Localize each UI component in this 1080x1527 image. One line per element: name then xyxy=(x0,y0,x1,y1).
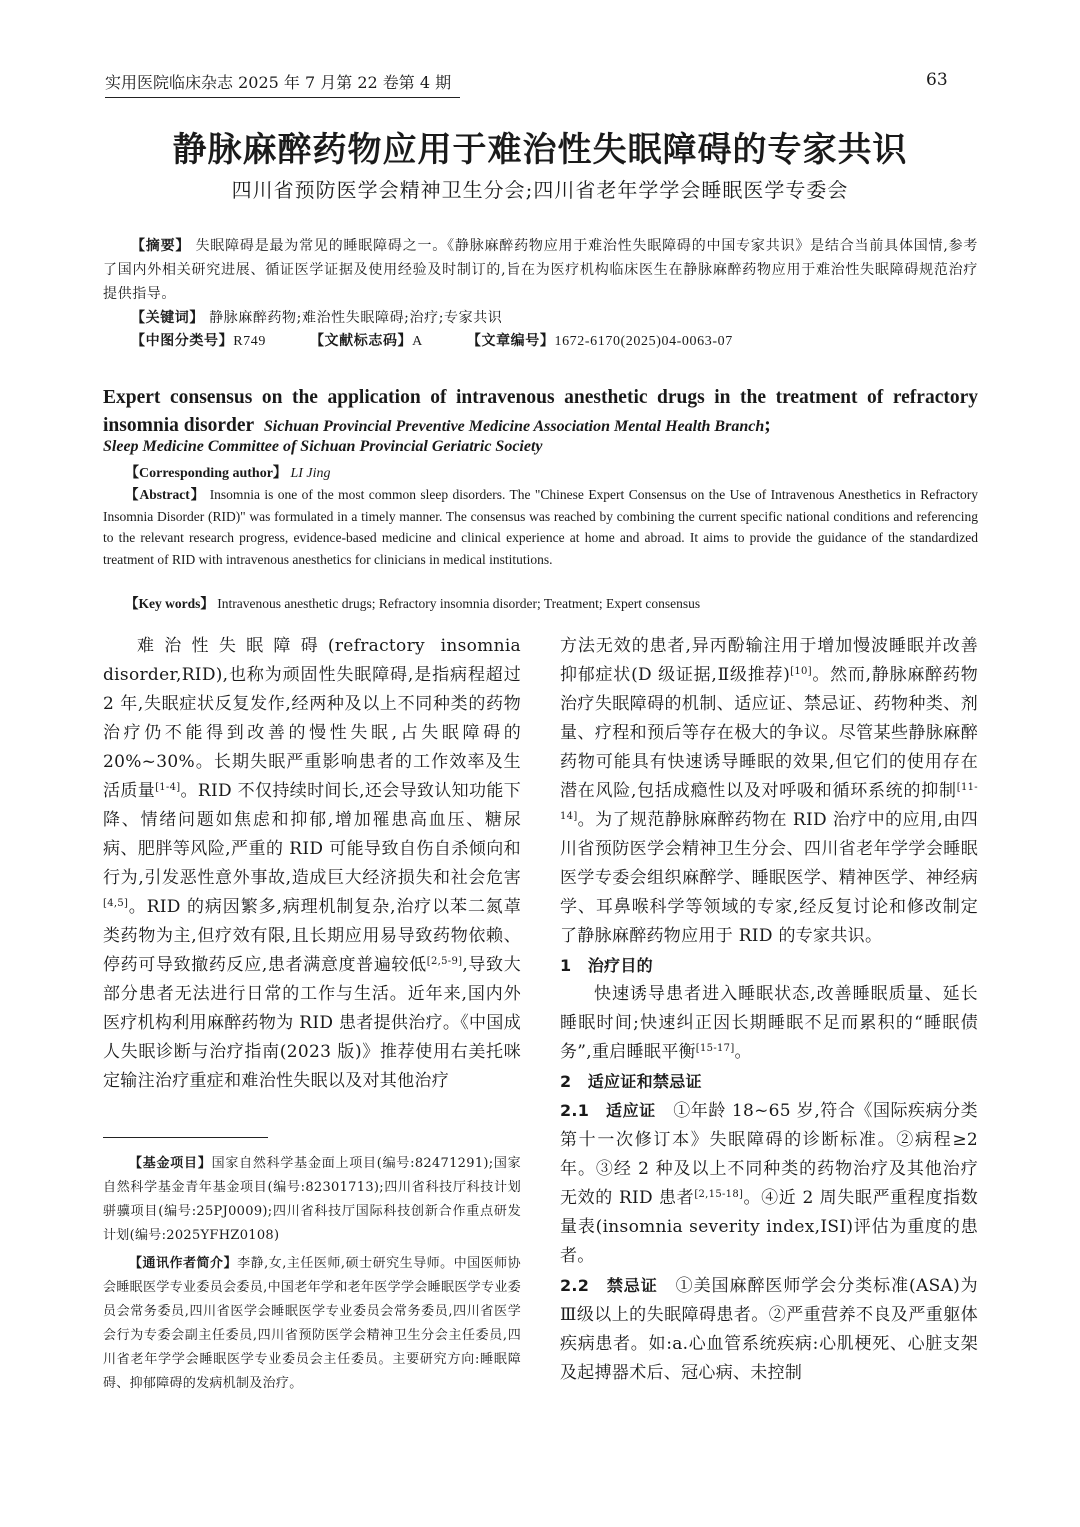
text: 。然而,静脉麻醉药物治疗失眠障碍的机制、适应证、禁忌证、药物种类、剂量、疗程和预后等存在极大的争议。尽管某些静脉麻醉药物可能具有快速诱导睡眠的效果,但它们的使用存在潜在风险,包括成瘾性以及对呼吸和循环系统的抑制 xyxy=(560,665,979,801)
label: 【关键词】 xyxy=(131,310,204,326)
citation: [11-14] xyxy=(560,782,978,822)
text: Insomnia is one of the most common sleep disorders. The "Chinese Expert Consensus on the Use of Intravenous Anesthetics in Refractory Insomnia Disorder (RID)" was formulated in a timely manner. The consensus was reached by combining the current specific national conditions and referencing to the relevant research progress, evidence-based medicine and clinical experience at home and abroad. It aims to provide the guidance of the standardized treatment of RID with intravenous anesthetics for clinicians in medical institutions. xyxy=(103,487,978,567)
en-keywords xyxy=(103,592,978,612)
paper-title: 静脉麻醉药物应用于难治性失眠障碍的专家共识 xyxy=(172,130,908,170)
paper-authors: 四川省预防医学会精神卫生分会;四川省老年学学会睡眠医学专委会 xyxy=(231,178,849,202)
sep: ; xyxy=(764,415,771,436)
body-right-column xyxy=(560,632,978,1388)
label: 【基金项目】 xyxy=(129,1156,212,1171)
en-authors: Sichuan Provincial Preventive Medicine Association Mental Health Branch xyxy=(263,418,765,435)
cn-meta xyxy=(103,330,978,354)
en-corresponding xyxy=(103,462,978,482)
article-id: 1672-6170(2025)04-0063-07 xyxy=(554,334,733,349)
section-heading: 1 治疗目的 xyxy=(560,956,653,975)
page-number: 63 xyxy=(926,70,948,90)
cn-keywords xyxy=(103,306,978,330)
subsection-heading: 2.2 禁忌证 xyxy=(560,1276,658,1295)
paragraph xyxy=(560,980,978,1067)
label: 【摘要】 xyxy=(131,238,191,254)
text: 快速诱导患者进入睡眠状态,改善睡眠质量、延长睡眠时间;快速纠正因长期睡眠不足而累积的“睡眠债务”,重启睡眠平衡 xyxy=(560,984,978,1062)
text: 。RID 的病因繁多,病理机制复杂,治疗以苯二氮䓬类药物为主,但疗效有限,且长期应用易导致药物依赖、停药可导致撤药反应,患者满意度普遍较低 xyxy=(103,897,521,975)
citation: [1-4] xyxy=(155,782,181,793)
text: 难治性失眠障碍(refractory insomnia disorder,RID),也称为顽固性失眠障碍,是指病程超过 2 年,失眠症状反复发作,经两种及以上不同种类的药物治疗仍不能得到改善的慢性失眠,占失眠障碍的 20%~30%。长期失眠严重影响患者的工作效率及生活质量 xyxy=(103,636,521,801)
text: 。④近 2 周失眠严重程度指数量表(insomnia severity index,ISI)评估为重度的患者。 xyxy=(560,1188,979,1266)
text: 。为了规范静脉麻醉药物在 RID 治疗中的应用,由四川省预防医学会精神卫生分会、四川省老年学学会睡眠医学专委会组织麻醉学、睡眠医学、精神医学、神经病学、耳鼻喉科学等领域的专家,经反复讨论和修改制定了静脉麻醉药物应用于 RID 的专家共识。 xyxy=(560,810,978,946)
text: ①年龄 18~65 岁,符合《国际疾病分类第十一次修订本》失眠障碍的诊断标准。②病程≥2 年。③经 2 种及以上不同种类的药物治疗及其他治疗无效的 RID 患者 xyxy=(560,1101,978,1208)
label: 【中图分类号】 xyxy=(131,334,234,349)
label: 【Corresponding author】 xyxy=(125,466,287,481)
citation: [2,15-18] xyxy=(694,1189,744,1200)
subsection-heading: 2.1 适应证 xyxy=(560,1101,656,1120)
label: 【Key words】 xyxy=(125,596,214,611)
paragraph xyxy=(560,632,978,951)
citation: [4,5] xyxy=(103,898,129,909)
footnotes xyxy=(103,1152,521,1396)
en-title-block xyxy=(103,384,978,441)
label: 【文章编号】 xyxy=(466,334,555,349)
citation: [2,5-9] xyxy=(426,956,463,967)
doc-code: A xyxy=(412,334,423,349)
text: 李静,女,主任医师,硕士研究生导师。中国医师协会睡眠医学专业委员会委员,中国老年学和老年医学学会睡眠医学专业委员会常务委员,四川省医学会睡眠医学专业委员会常务委员,四川省医学会行为专委会副主任委员,四川省预防医学会精神卫生分会主任委员,四川省老年学学会睡眠医学专业委员会主任委员。主要研究方向:睡眠障碍、抑郁障碍的发病机制及治疗。 xyxy=(103,1256,521,1391)
label: 【文献标志码】 xyxy=(309,334,413,349)
footnote-divider xyxy=(103,1137,268,1138)
cn-abstract xyxy=(103,234,978,306)
text: 失眠障碍是最为常见的睡眠障碍之一。《静脉麻醉药物应用于难治性失眠障碍的中国专家共识》是结合当前具体国情,参考了国内外相关研究进展、循证医学证据及使用经验及时制订的,旨在为医疗机构临床医生在静脉麻醉药物应用于难治性失眠障碍规范治疗提供指导。 xyxy=(103,238,978,302)
text: 方法无效的患者,异丙酚输注用于增加慢波睡眠并改善抑郁症状(D 级证据,Ⅱ级推荐) xyxy=(560,636,978,685)
body-left-column xyxy=(103,632,521,1096)
paragraph xyxy=(103,632,521,1096)
text: 。 xyxy=(734,1042,752,1062)
label: 【通讯作者简介】 xyxy=(129,1256,238,1271)
text: ①美国麻醉医师学会分类标准(ASA)为Ⅲ级以上的失眠障碍患者。②严重营养不良及严重躯体疾病患者。如:a.心血管系统疾病:心肌梗死、心脏支架及起搏器术后、冠心病、未控制 xyxy=(560,1276,978,1383)
text: 静脉麻醉药物;难治性失眠障碍;治疗;专家共识 xyxy=(209,310,503,326)
en-authors-2: Sleep Medicine Committee of Sichuan Provincial Geriatric Society xyxy=(103,438,543,455)
citation: [15-17] xyxy=(695,1043,735,1054)
funding-note xyxy=(103,1152,521,1248)
en-title: Expert consensus on the application of intravenous anesthetic drugs in the treatment of refractory insomnia disorder xyxy=(103,387,978,436)
citation: [10] xyxy=(790,666,812,677)
corr-name: LI Jing xyxy=(290,466,331,481)
text: ,导致大部分患者无法进行日常的工作与生活。近年来,国内外医疗机构利用麻醉药物为 RID 患者提供治疗。《中国成人失眠诊断与治疗指南(2023 版)》推荐使用右美托咪定输注治疗重症和难治性失眠以及对其他治疗 xyxy=(103,955,522,1091)
text: 国家自然科学基金面上项目(编号:82471291);国家自然科学基金青年基金项目(编号:82301713);四川省科技厅科技计划骈骥项目(编号:25PJ0009);四川省科技厅国际科技创新合作重点研发计划(编号:2025YFHZ0108) xyxy=(103,1156,521,1243)
author-note xyxy=(103,1252,521,1396)
paragraph xyxy=(560,1271,978,1388)
clc: R749 xyxy=(233,334,266,349)
text: 。RID 不仅持续时间长,还会导致认知功能下降、情绪问题如焦虑和抑郁,增加罹患高血压、糖尿病、肥胖等风险,严重的 RID 可能导致自伤自杀倾向和行为,引发恶性意外事故,造成巨大经济损失和社会危害 xyxy=(103,781,521,888)
section-heading: 2 适应证和禁忌证 xyxy=(560,1072,702,1091)
journal-header: 实用医院临床杂志 2025 年 7 月第 22 卷第 4 期 xyxy=(105,70,460,98)
label: 【Abstract】 xyxy=(125,487,206,502)
text: Intravenous anesthetic drugs; Refractory insomnia disorder; Treatment; Expert consensus xyxy=(217,596,701,611)
en-abstract xyxy=(103,484,978,570)
paragraph xyxy=(560,1096,978,1271)
